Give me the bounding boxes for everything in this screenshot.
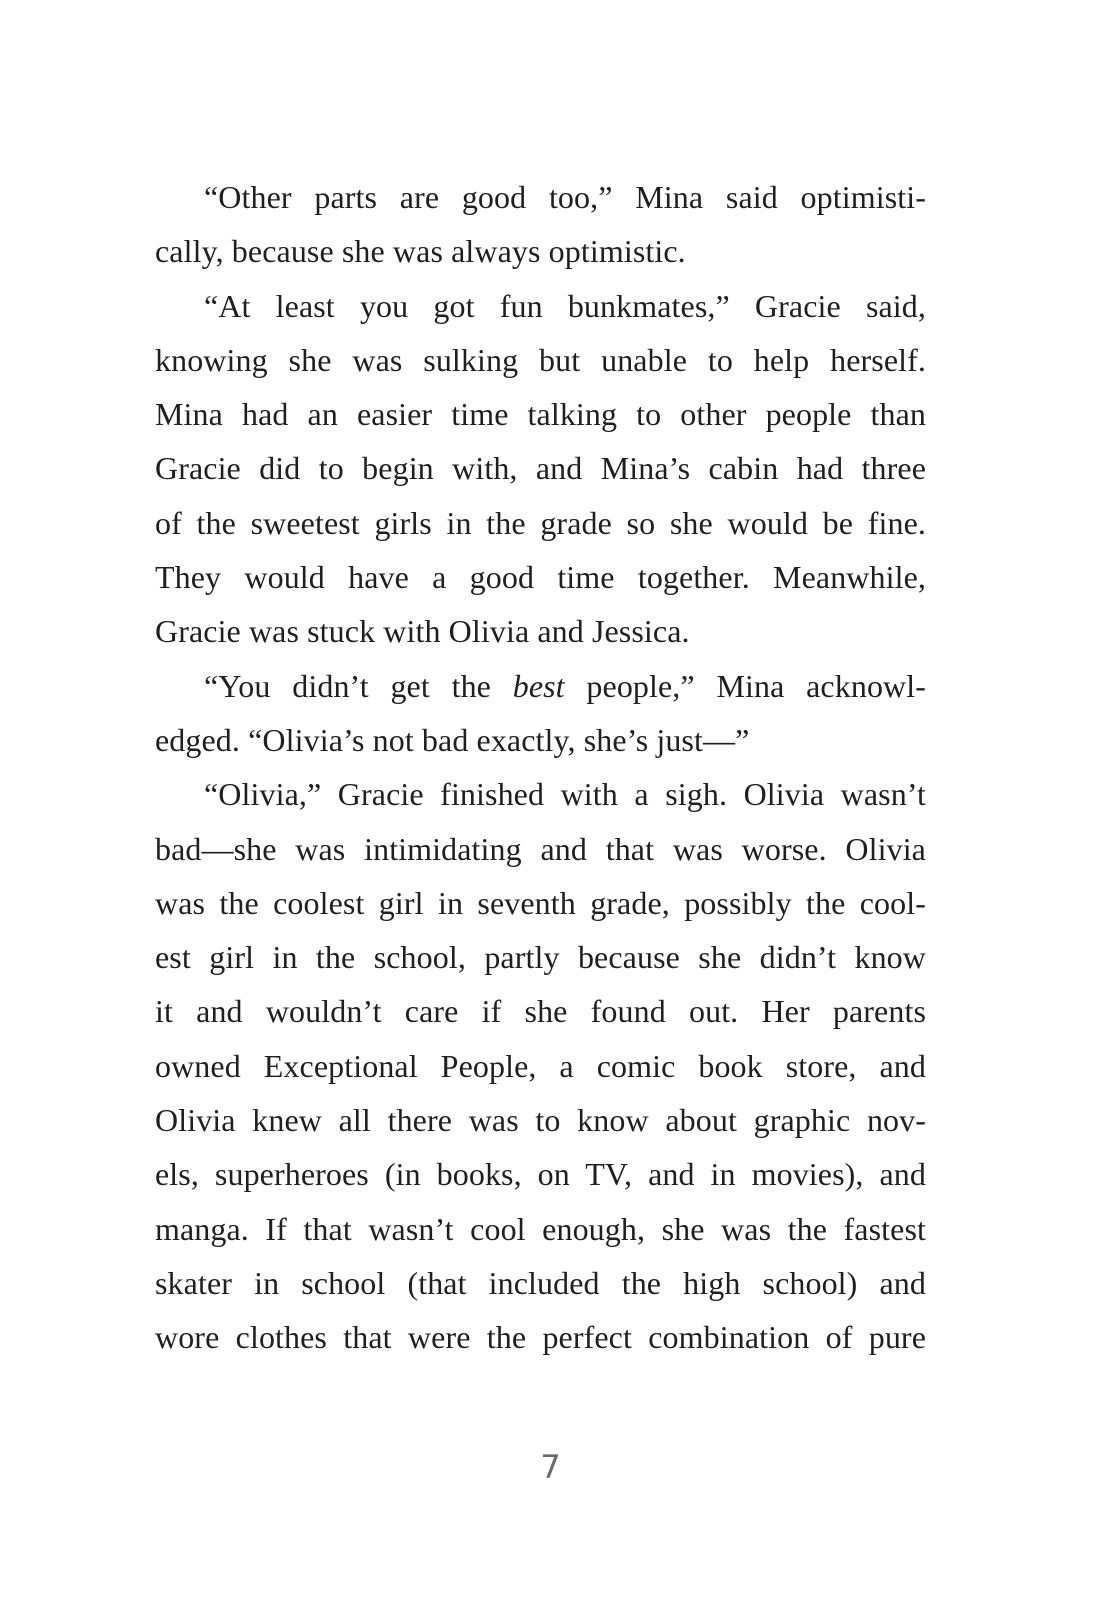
text-line: skater in school (that included the high school) and bbox=[155, 1264, 926, 1301]
text-line: owned Exceptional People, a comic book store, and bbox=[155, 1047, 926, 1084]
text-line: They would have a good time together. Meanwhile, bbox=[155, 559, 926, 596]
text-line: “Olivia,” Gracie finished with a sigh. Olivia wasn’t bbox=[204, 776, 926, 813]
text-line: cally, because she was always optimistic. bbox=[155, 233, 686, 270]
text-line: est girl in the school, partly because she didn’t know bbox=[155, 939, 926, 976]
text-line: “Other parts are good too,” Mina said optimisti- bbox=[204, 179, 926, 215]
text-line: Mina had an easier time talking to other people than bbox=[155, 396, 926, 433]
text-line: it and wouldn’t care if she found out. Her parents bbox=[155, 993, 926, 1030]
text-line: “At least you got fun bunkmates,” Gracie said, bbox=[204, 287, 926, 324]
body-text bbox=[155, 170, 926, 1365]
page-number: 7 bbox=[540, 1448, 561, 1486]
text-line: els, superheroes (in books, on TV, and in movies), and bbox=[155, 1156, 926, 1193]
text-line: manga. If that wasn’t cool enough, she was the fastest bbox=[155, 1210, 926, 1247]
text-line: bad—she was intimidating and that was worse. Olivia bbox=[155, 830, 926, 867]
text-line: Gracie did to begin with, and Mina’s cabin had three bbox=[155, 450, 926, 487]
text-line: of the sweetest girls in the grade so she would be fine. bbox=[155, 504, 926, 541]
text-line: wore clothes that were the perfect combination of pure bbox=[155, 1319, 926, 1356]
text-line: Gracie was stuck with Olivia and Jessica. bbox=[155, 613, 690, 650]
emphasis: best bbox=[512, 667, 565, 704]
text-line: “You didn’t get the best people,” Mina acknowl- bbox=[204, 667, 926, 704]
text-line: knowing she was sulking but unable to help herself. bbox=[155, 341, 926, 378]
text-line: edged. “Olivia’s not bad exactly, she’s just—” bbox=[155, 721, 750, 758]
text-line: was the coolest girl in seventh grade, possibly the cool- bbox=[155, 884, 926, 921]
text-line: Olivia knew all there was to know about graphic nov- bbox=[155, 1102, 926, 1139]
